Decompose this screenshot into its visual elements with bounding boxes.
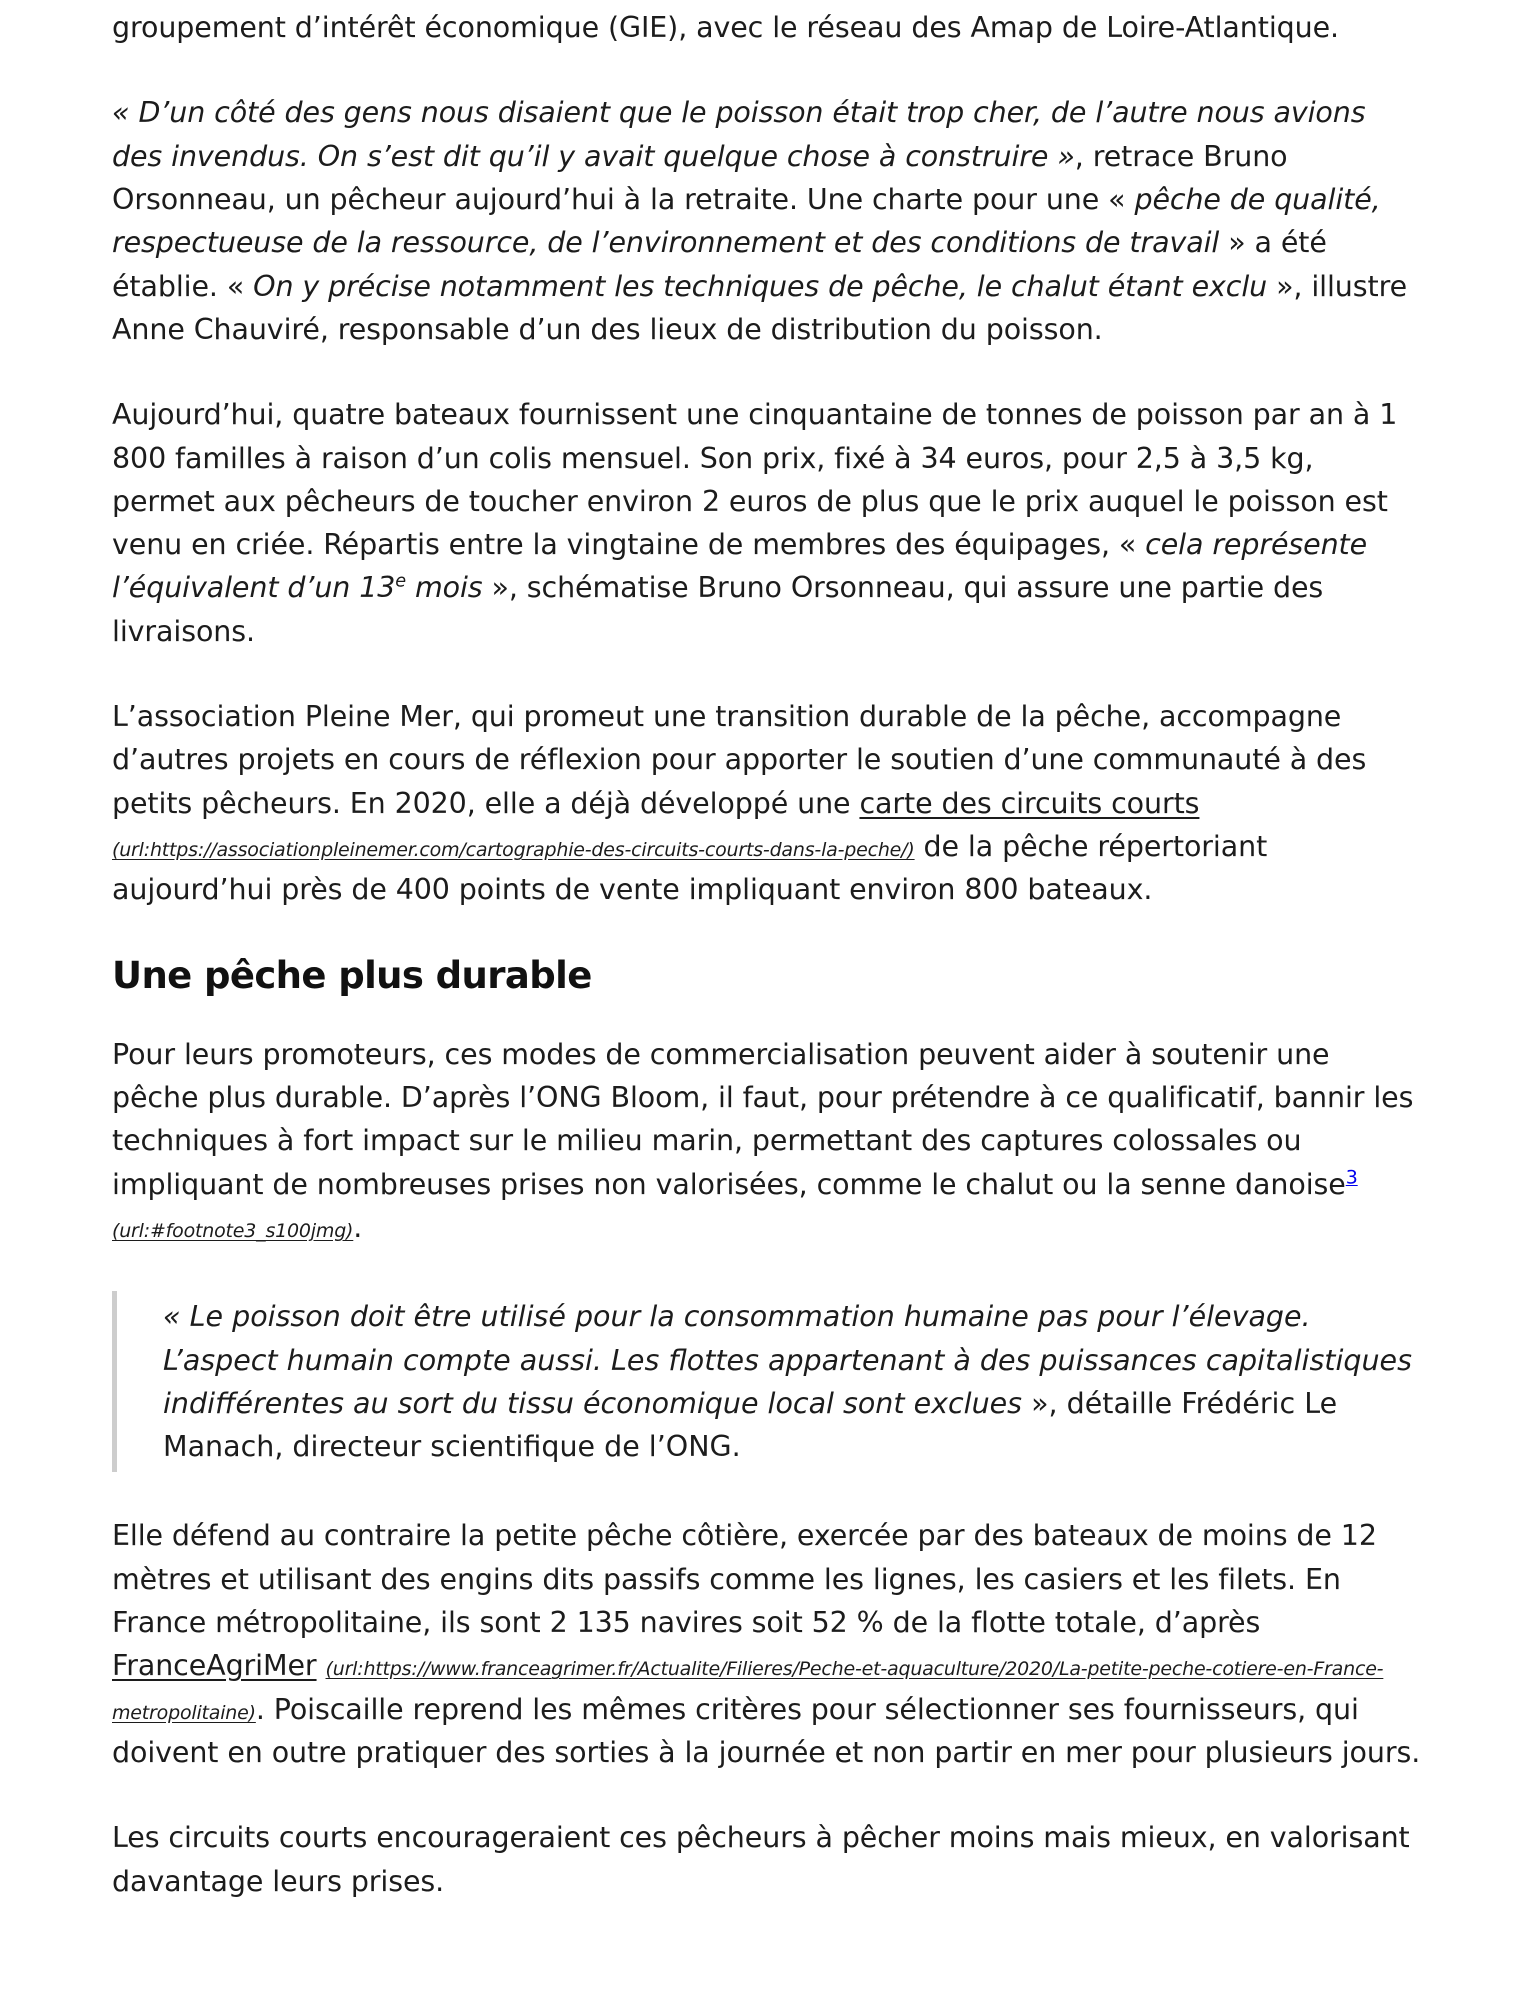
paragraph-text: Les circuits courts encourageraient ces pêcheurs à pêcher moins mais mieux, en valorisant davantage leurs prises.	[112, 1821, 1410, 1898]
paragraph-text-1: , retrace Bruno Orsonneau, un pêcheur aujourd’hui à la retraite. Une charte pour une «	[112, 139, 1288, 216]
paragraph-text-2: » a été établie. «	[112, 226, 1327, 303]
quote-text-3: On y précise notamment les techniques de pêche, le chalut étant exclu	[253, 269, 1268, 303]
footnote-reference-3[interactable]: 3	[1345, 1166, 1358, 1189]
paragraph-bloom	[112, 1033, 1424, 1250]
paragraph-text-2: », schématise Bruno Orsonneau, qui assure une partie des livraisons.	[112, 571, 1324, 648]
quote-text-1: « D’un côté des gens nous disaient que le poisson était trop cher, de l’autre nous avions des invendus. On s’est dit qu’il y avait quelque chose à construire »	[112, 96, 1366, 173]
footnote-url-note[interactable]: (url:#footnote3_s100jmg)	[112, 1219, 354, 1242]
ordinal-suffix: e	[395, 571, 407, 592]
paragraph-quote-orsonneau	[112, 91, 1424, 351]
paragraph-text: groupement d’intérêt économique (GIE), avec le réseau des Amap de Loire-Atlantique.	[112, 11, 1339, 44]
paragraph-petite-peche	[112, 1514, 1424, 1774]
paragraph-text-1: Aujourd’hui, quatre bateaux fournissent une cinquantaine de tonnes de poisson par an à 1 800 familles à raison d’un colis mensuel. Son prix, fixé à 34 euros, pour 2,5 à 3,5 kg, permet aux pêcheurs de toucher environ 2 euros de plus que le prix auquel le poisson est venu en criée. Répartis entre la vingtaine de membres des équipages, «	[112, 398, 1398, 562]
paragraph-pleine-mer	[112, 695, 1424, 912]
quote-text-1-end: mois	[406, 571, 483, 605]
paragraph-text-2: . Poiscaille reprend les mêmes critères pour sélectionner ses fournisseurs, qui doivent en outre pratiquer des sorties à la journée et non partir en mer pour plusieurs jours.	[112, 1692, 1421, 1769]
paragraph-intro	[112, 0, 1424, 49]
quote-text-1: cela représente l’équivalent d’un 13	[112, 528, 1368, 605]
link-url-note[interactable]: (url:https://associationpleinemer.com/cartographie-des-circuits-courts-dans-la-peche/)	[112, 839, 915, 861]
pull-quote-paragraph	[163, 1295, 1424, 1468]
paragraph-text-1: Elle défend au contraire la petite pêche côtière, exercée par des bateaux de moins de 12 mètres et utilisant des engins dits passifs comme les lignes, les casiers et les filets. En France métropolitaine, ils sont 2 135 navires soit 52 % de la flotte totale, d’après	[112, 1519, 1377, 1640]
paragraph-text-2: .	[353, 1210, 363, 1244]
link-url-note[interactable]: (url:https://www.franceagrimer.fr/Actualite/Filieres/Peche-et-aquaculture/2020/La-petite-peche-cotiere-en-France-metropolitaine)	[112, 1658, 1384, 1724]
paragraph-text-2: de la pêche répertoriant aujourd’hui près de 400 points de vente impliquant environ 800 bateaux.	[112, 830, 1268, 907]
pull-quote-text: « Le poisson doit être utilisé pour la consommation humaine pas pour l’élevage. L’aspect humain compte aussi. Les flottes appartenant à des puissances capitalistiques indifférentes au sort du tissu économique local sont exclues	[163, 1300, 1412, 1420]
pull-quote	[112, 1291, 1424, 1472]
quote-text-2: pêche de qualité, respectueuse de la ressource, de l’environnement et des conditions de travail	[112, 182, 1381, 260]
paragraph-figures	[112, 393, 1424, 653]
paragraph-conclusion	[112, 1816, 1424, 1903]
paragraph-text-1: L’association Pleine Mer, qui promeut une transition durable de la pêche, accompagne d’autres projets en cours de réflexion pour apporter le soutien d’une communauté à des petits pêcheurs. En 2020, elle a déjà développé une	[112, 700, 1367, 820]
pull-quote-attribution: », détaille Frédéric Le Manach, directeur scientifique de l’ONG.	[163, 1386, 1338, 1464]
paragraph-text-3: », illustre Anne Chauviré, responsable d’un des lieux de distribution du poisson.	[112, 269, 1408, 346]
link-franceagrimer[interactable]: FranceAgriMer	[112, 1649, 317, 1683]
paragraph-text-1: Pour leurs promoteurs, ces modes de commercialisation peuvent aider à soutenir une pêche plus durable. D’après l’ONG Bloom, il faut, pour prétendre à ce qualificatif, bannir les techniques à fort impact sur le milieu marin, permettant des captures colossales ou impliquant de nombreuses prises non valorisées, comme le chalut ou la senne danoise	[112, 1037, 1414, 1201]
link-carte-circuits-courts[interactable]: carte des circuits courts	[859, 786, 1200, 820]
section-heading: Une pêche plus durable	[112, 953, 592, 997]
